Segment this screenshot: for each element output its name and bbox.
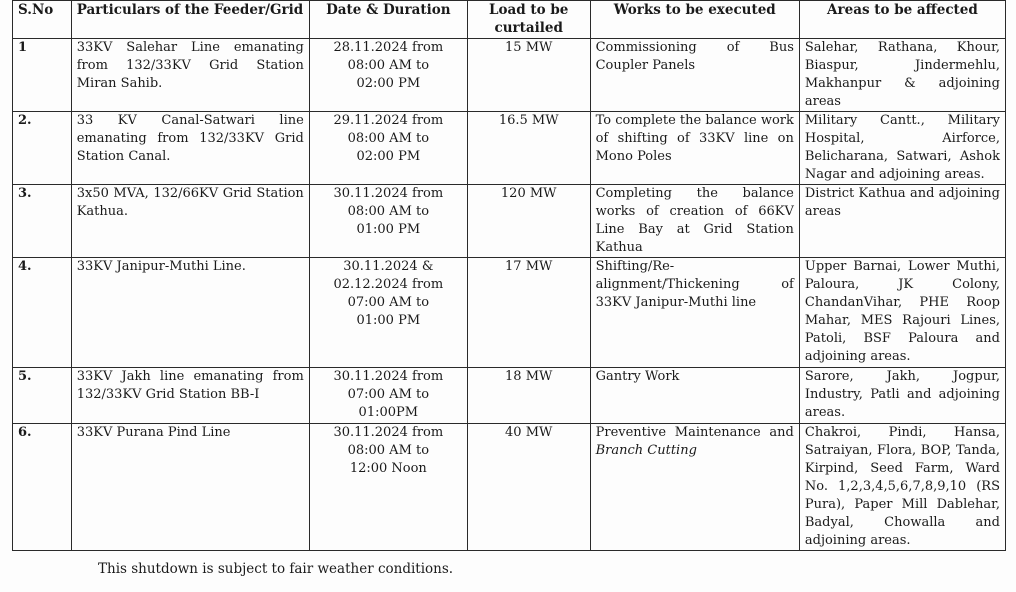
cell-feeder: 33KV Jakh line emanating from 132/33KV Grid Station BB-I (71, 368, 309, 424)
cell-areas: Upper Barnai, Lower Muthi, Paloura, JK Colony, ChandanVihar, PHE Roop Mahar, MES Rajouri Lines, Patoli, BSF Paloura and adjoining areas. (799, 258, 1005, 368)
date-line: 01:00PM (358, 405, 419, 420)
cell-load: 120 MW (467, 185, 590, 258)
cell-works: Completing the balance works of creation of 66KV Line Bay at Grid Station Kathua (590, 185, 799, 258)
cell-feeder: 33 KV Canal-Satwari line emanating from 132/33KV Grid Station Canal. (71, 112, 309, 185)
date-line: 30.11.2024 from (333, 369, 444, 384)
date-line: 08:00 AM to (347, 58, 430, 73)
cell-sno: 3. (13, 185, 72, 258)
date-line: 29.11.2024 from (333, 113, 444, 128)
date-line: 07:00 AM to (347, 387, 430, 402)
cell-areas: Chakroi, Pindi, Hansa, Satraiyan, Flora, BOP, Tanda, Kirpind, Seed Farm, Ward No. 1,2,3,4,5,6,7,8,9,10 (RS Pura), Paper Mill Dablehar, Badyal, Chowalla and adjoining areas. (799, 424, 1005, 551)
cell-date (309, 368, 467, 424)
cell-works: To complete the balance work of shifting of 33KV line on Mono Poles (590, 112, 799, 185)
cell-areas: District Kathua and adjoining areas (799, 185, 1005, 258)
header-works: Works to be executed (590, 1, 799, 39)
cell-sno: 5. (13, 368, 72, 424)
cell-works: Commissioning of Bus Coupler Panels (590, 39, 799, 112)
cell-sno: 6. (13, 424, 72, 551)
table-row (13, 368, 1006, 424)
date-line: 30.11.2024 from (333, 425, 444, 440)
table-row (13, 258, 1006, 368)
header-areas: Areas to be affected (799, 1, 1005, 39)
table-row (13, 112, 1006, 185)
cell-areas: Military Cantt., Military Hospital, Airforce, Belicharana, Satwari, Ashok Nagar and adjoining areas. (799, 112, 1005, 185)
table-row (13, 185, 1006, 258)
cell-date (309, 258, 467, 368)
cell-load: 16.5 MW (467, 112, 590, 185)
cell-areas: Salehar, Rathana, Khour, Biaspur, Jindermehlu, Makhanpur & adjoining areas (799, 39, 1005, 112)
header-load: Load to be curtailed (467, 1, 590, 39)
date-line: 30.11.2024 & (343, 259, 434, 274)
cell-sno: 1 (13, 39, 72, 112)
cell-load: 17 MW (467, 258, 590, 368)
cell-works: Gantry Work (590, 368, 799, 424)
header-sno: S.No (13, 1, 72, 39)
cell-works (590, 424, 799, 551)
table-header-row (13, 1, 1006, 39)
cell-sno: 4. (13, 258, 72, 368)
cell-date (309, 112, 467, 185)
cell-load: 15 MW (467, 39, 590, 112)
date-line: 02:00 PM (356, 149, 421, 164)
cell-sno: 2. (13, 112, 72, 185)
works-text-italic: Branch Cutting (595, 443, 697, 458)
date-line: 08:00 AM to (347, 204, 430, 219)
date-line: 01:00 PM (356, 222, 421, 237)
cell-date (309, 424, 467, 551)
table-row (13, 39, 1006, 112)
cell-feeder: 3x50 MVA, 132/66KV Grid Station Kathua. (71, 185, 309, 258)
table-row (13, 424, 1006, 551)
cell-works: Shifting/Re-alignment/Thickening of 33KV Janipur-Muthi line (590, 258, 799, 368)
date-line: 07:00 AM to (347, 295, 430, 310)
header-feeder: Particulars of the Feeder/Grid (71, 1, 309, 39)
header-date-duration: Date & Duration (309, 1, 467, 39)
cell-load: 18 MW (467, 368, 590, 424)
cell-load: 40 MW (467, 424, 590, 551)
date-line: 02:00 PM (356, 76, 421, 91)
date-line: 30.11.2024 from (333, 186, 444, 201)
cell-areas: Sarore, Jakh, Jogpur, Industry, Patli and adjoining areas. (799, 368, 1005, 424)
date-line: 08:00 AM to (347, 131, 430, 146)
date-line: 08:00 AM to (347, 443, 430, 458)
date-line: 01:00 PM (356, 313, 421, 328)
cell-feeder: 33KV Purana Pind Line (71, 424, 309, 551)
shutdown-schedule-table (12, 0, 1006, 551)
footer-note: This shutdown is subject to fair weather conditions. (98, 561, 454, 577)
cell-feeder: 33KV Salehar Line emanating from 132/33KV Grid Station Miran Sahib. (71, 39, 309, 112)
cell-date (309, 39, 467, 112)
cell-date (309, 185, 467, 258)
date-line: 12:00 Noon (349, 461, 427, 476)
date-line: 02.12.2024 from (333, 277, 444, 292)
works-text: Preventive Maintenance and (595, 425, 794, 440)
date-line: 28.11.2024 from (333, 40, 444, 55)
cell-feeder: 33KV Janipur-Muthi Line. (71, 258, 309, 368)
